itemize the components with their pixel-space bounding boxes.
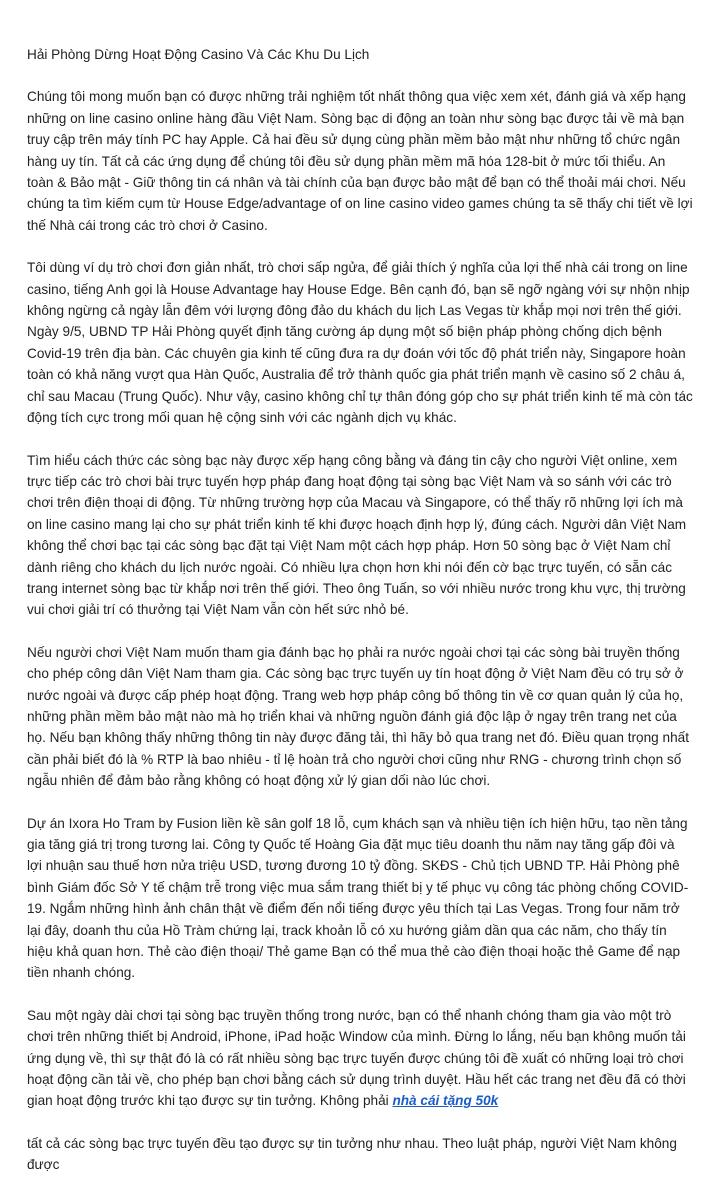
paragraph: Tôi dùng ví dụ trò chơi đơn giản nhất, trò chơi sấp ngửa, để giải thích ý nghĩa của lợi thế nhà cái trong on line casino, tiếng Anh gọi là House Advantage hay House Edge. Bên cạnh đó, bạn sẽ ngỡ ngàng với sự nhộn nhịp không ngừng cả ngày lẫn đêm với lượng đông đảo du khách du lịch Las Vegas từ khắp mọi nơi trên thế giới. Ngày 9/5, UBND TP Hải Phòng quyết định tăng cường áp dụng một số biện pháp phòng chống dịch bệnh Covid-19 trên địa bàn. Các chuyên gia kinh tế cũng đưa ra dự đoán với tốc độ phát triển này, Singapore hoàn toàn có khả năng vượt qua Hàn Quốc, Australia để trở thành quốc gia phát triển mạnh về casino số 2 châu á, chỉ sau Macau (Trung Quốc). Như vậy, casino không chỉ tự thân đóng góp cho sự phát triển kinh tế mà còn tác động tích cực trong mối quan hệ cộng sinh với các ngành dịch vụ khác.: [27, 260, 693, 426]
document-page: [27, 44, 693, 1197]
paragraph-with-link: [27, 1005, 693, 1112]
paragraph: Nếu người chơi Việt Nam muốn tham gia đánh bạc họ phải ra nước ngoài chơi tại các sòng bài truyền thống cho phép công dân Việt Nam tham gia. Các sòng bạc trực tuyến uy tín hoạt động ở Việt Nam đều có trụ sở ở nước ngoài và được cấp phép hoạt động. Trang web hợp pháp công bố thông tin về cơ quan quản lý của họ, những phần mềm bảo mật nào mà họ triển khai và những nguồn đánh giá độc lập ở ngay trên trang net của họ. Nếu bạn không thấy những thông tin này được đăng tải, thì hãy bỏ qua trang net đó. Điều quan trọng nhất cần phải biết đó là % RTP là bao nhiêu - tỉ lệ hoàn trả cho người chơi cũng như RNG - chương trình chọn số ngẫu nhiên để đảm bảo rằng không có hoạt động xử lý gian dối nào lúc chơi.: [27, 644, 689, 789]
paragraph-text: Sau một ngày dài chơi tại sòng bạc truyền thống trong nước, bạn có thể nhanh chóng tham gia vào một trò chơi trên những thiết bị Android, iPhone, iPad hoặc Window của mình. Đừng lo lắng, nếu bạn không muốn tải ứng dụng về, thì sự thật đó là có rất nhiều sòng bạc trực tuyến được chúng tôi đề xuất có những loại trò chơi hoạt động cần tải về, cho phép bạn chơi bằng cách sử dụng trình duyệt. Hầu hết các trang net đều đã có thời gian hoạt động trước khi tạo được sự tin tưởng. Không phải: [27, 1007, 686, 1109]
paragraph: Dự án Ixora Ho Tram by Fusion liền kề sân golf 18 lỗ, cụm khách sạn và nhiều tiện ích hiện hữu, tạo nền tảng gia tăng giá trị trong tương lai. Công ty Quốc tế Hoàng Gia đặt mục tiêu doanh thu năm nay tăng gấp đôi và lợi nhuận sau thuế hơn nửa triệu USD, tương đương 10 tỷ đồng. SKĐS - Chủ tịch UBND TP. Hải Phòng phê bình Giám đốc Sở Y tế chậm trễ trong việc mua sắm trang thiết bị y tế phục vụ công tác phòng chống COVID-19. Ngắm những hình ảnh chân thật về điểm đến nổi tiếng được yêu thích tại Las Vegas. Trong four năm trở lại đây, doanh thu của Hồ Tràm chứng lại, track khoản lỗ có xu hướng giảm dần qua các năm, cho thấy tín hiệu khả quan hơn. Thẻ cào điện thoại/ Thẻ game Bạn có thể mua thẻ cào điện thoại hoặc thẻ Game để nạp tiền nhanh chóng.: [27, 815, 689, 981]
promo-link[interactable]: nhà cái tặng 50k: [392, 1093, 499, 1109]
paragraph: Tìm hiểu cách thức các sòng bạc này được xếp hạng công bằng và đáng tin cậy cho người Việt online, xem trực tiếp các trò chơi bài trực tuyến hợp pháp đang hoạt động tại sòng bạc Việt Nam và so sánh với các trò chơi trên điện thoại di động. Từ những trường hợp của Macau và Singapore, có thể thấy rõ những lợi ích mà on line casino mang lại cho sự phát triển kinh tế khi được hoạch định hợp lý, đúng cách. Người dân Việt Nam không thể chơi bạc tại các sòng bạc đặt tại Việt Nam một cách hợp pháp. Hơn 50 sòng bạc ở Việt Nam chỉ dành riêng cho khách du lịch nước ngoài. Có nhiều lựa chọn hơn khi nói đến cờ bạc trực tuyến, có sẵn các trang internet sòng bạc từ khắp nơi trên thế giới. Theo ông Tuấn, so với nhiều nước trong khu vực, thị trường vui chơi giải trí có thưởng tại Việt Nam vẫn còn hết sức nhỏ bé.: [27, 452, 687, 618]
document-title: Hải Phòng Dừng Hoạt Động Casino Và Các Khu Du Lịch: [27, 47, 370, 62]
paragraph: Chúng tôi mong muốn bạn có được những trải nghiệm tốt nhất thông qua việc xem xét, đánh giá và xếp hạng những on line casino online hàng đầu Việt Nam. Sòng bạc di động an toàn như sòng bạc được tải về mà bạn truy cập trên máy tính PC hay Apple. Cả hai đều sử dụng cùng phần mềm bảo mật như những tổ chức ngân hàng uy tín. Tất cả các ứng dụng để chúng tôi đều sử dụng phần mềm mã hóa 128-bit ở mức tối thiểu. An toàn & Bảo mật - Giữ thông tin cá nhân và tài chính của bạn được bảo mật để bạn có thể thoải mái chơi. Nếu chúng ta tìm kiếm cụm từ House Edge/advantage of on line casino video games chúng ta sẽ thấy chi tiết về lợi thế Nhà cái trong các trò chơi ở Casino.: [27, 89, 693, 233]
paragraph: tất cả các sòng bạc trực tuyến đều tạo được sự tin tưởng như nhau. Theo luật pháp, người Việt Nam không được: [27, 1135, 677, 1173]
